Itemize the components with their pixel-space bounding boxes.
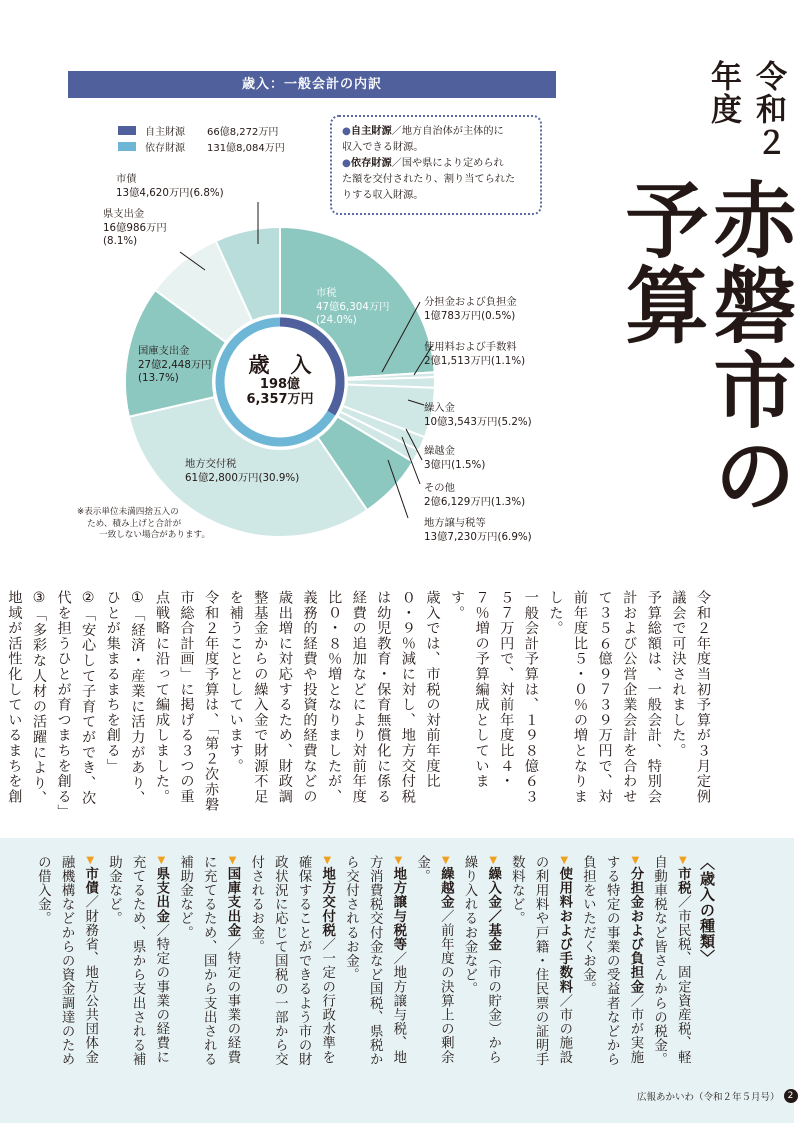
triangle-icon: ▼ — [440, 855, 452, 867]
slice-label-kokko: 国庫支出金 27億2,448万円 (13.7%) — [138, 345, 212, 384]
triangle-icon: ▼ — [321, 855, 333, 867]
slice-label-buntankin: 分担金および負担金 1億783万円(0.5%) — [424, 296, 517, 322]
body-article — [6, 590, 715, 820]
legend-value: 66億8,272万円 — [207, 127, 279, 138]
slice-label-kurikoshikin: 繰越金 3億円(1.5%) — [424, 445, 486, 471]
bullet-icon: ● — [342, 126, 351, 137]
page-number: 2 — [784, 1089, 798, 1103]
rounding-note: ※表示単位未満四捨五入の ため、積み上げと合計が 一致しない場合があります。 — [77, 507, 211, 540]
slice-label-shiyoryo: 使用料および手数料 2億1,513万円(1.1%) — [424, 341, 526, 367]
slice-label-kurirekin: 繰入金 10億3,543万円(5.2%) — [424, 402, 532, 428]
definition-text: ／地方自治体が主体的に — [391, 126, 504, 137]
body-paragraph: 一般会計予算は、１９８億６３５７万円で、対前年度比４・７％増の予算編成としています。 — [449, 590, 539, 805]
type-item: ▼県支出金／特定の事業の経費に充てるため、県から支出される補助金など。 — [106, 855, 169, 1067]
triangle-icon: ▼ — [392, 855, 404, 867]
center-amount: 6,357万円 — [246, 392, 314, 407]
type-item: ▼地方交付税／一定の行政水準を確保することができるよう市の財政状況に応じて国税の一部から交付されるお金。 — [248, 855, 335, 1067]
triangle-icon: ▼ — [677, 855, 689, 867]
type-item: ▼市税／市民税、固定資産税、軽自動車税など皆さんからの税金。 — [651, 855, 691, 1067]
type-item: ▼国庫支出金／特定の事業の経費に充てるため、国から支出される補助金など。 — [177, 855, 240, 1067]
types-heading: 〈歳入の種類〉 — [698, 855, 716, 965]
legend-name: 自主財源 — [145, 127, 185, 138]
slice-label-joyozei: 地方譲与税等 13億7,230万円(6.9%) — [424, 517, 532, 543]
type-item: ▼繰越金／前年度の決算上の剰余金。 — [414, 855, 454, 1065]
body-paragraph: ③「多彩な人材の活躍により、地域が活性化しているまちを創 — [6, 590, 47, 806]
legend-name: 依存財源 — [145, 143, 185, 154]
title-main: 赤磐市の予算 — [611, 177, 796, 518]
triangle-icon: ▼ — [84, 855, 96, 867]
slice-label-ken: 県支出金 16億986万円 (8.1%) — [103, 208, 167, 247]
title-year: 令和２年度 — [705, 60, 786, 159]
center-total — [240, 352, 320, 408]
definition-text: ／国や県により定められ — [391, 158, 504, 169]
triangle-icon: ▼ — [226, 855, 238, 867]
triangle-icon: ▼ — [155, 855, 167, 867]
revenue-types-list — [35, 855, 718, 1073]
body-paragraph: 歳入では、市税の対前年度比０・９％減に対し、地方交付税は幼児教育・保育無償化に係る経費の追加などにより対前年度比０・８％増となりましたが、義務的経費や投資的経費などの歳出増に対応するため、財政調整基金からの繰入金で財源不足を補うこととしています。 — [227, 590, 441, 805]
body-paragraph: ②「安心して子育てができ、次代を担うひとが育つまちを創る」 — [55, 590, 97, 820]
body-paragraph: 令和２年度予算は、「第２次赤磐市総合計画」に掲げる３つの重点戦略に沿って編成しました。 — [153, 590, 220, 813]
definition-term: 自主財源 — [350, 126, 392, 137]
legend-swatch — [118, 126, 136, 135]
legend-value: 131億8,084万円 — [207, 143, 285, 154]
body-paragraph: ①「経済・産業に活力があり、ひとが集まるまちを創る」 — [104, 590, 146, 806]
legend-own-revenue — [118, 123, 278, 138]
type-item: ▼分担金および負担金／市が実施する特定の事業の受益者などから負担をいただくお金。 — [580, 855, 643, 1067]
body-paragraph: 予算総額は、一般会計、特別会計および公営企業会計を合わせて３５６億９７３９万円で、対前年度比５・０％の増となりました。 — [547, 590, 662, 805]
triangle-icon: ▼ — [487, 855, 499, 867]
slice-label-kofuzei: 地方交付税 61億2,800万円(30.9%) — [185, 458, 300, 484]
type-item: ▼地方譲与税等／地方譲与税、地方消費税交付金など国税、県税から交付されるお金。 — [343, 855, 406, 1067]
legend-swatch — [118, 142, 136, 151]
definition-box — [330, 115, 542, 215]
definition-text: りする収入財源。 — [342, 190, 424, 201]
bullet-icon: ● — [342, 158, 351, 169]
center-amount: 198億 — [259, 377, 301, 392]
slice-label-sonota: その他 2億6,129万円(1.3%) — [424, 482, 526, 508]
slice-label-shisai: 市債 13億4,620万円(6.8%) — [116, 173, 224, 199]
definition-text: 収入できる財源。 — [342, 142, 424, 153]
center-label: 歳 入 — [248, 353, 312, 377]
legend-dependent-revenue — [118, 139, 285, 154]
page-title — [611, 60, 796, 540]
type-item: ▼使用料および手数料／市の施設の利用料や戸籍・住民票の証明手数料など。 — [509, 855, 572, 1067]
page-footer — [637, 1089, 798, 1103]
body-paragraph: 令和２年度当初予算が３月定例議会で可決されました。 — [670, 590, 711, 805]
triangle-icon: ▼ — [629, 855, 641, 867]
chart-header: 歳入：一般会計の内訳 — [68, 71, 556, 98]
type-item: ▼繰入金／基金（市の貯金）から繰り入れるお金など。 — [461, 855, 501, 1065]
slice-label-shizei: 市税 47億6,304万円 (24.0%) — [316, 287, 390, 326]
definition-term: 依存財源 — [350, 158, 392, 169]
definition-text: た額を交付されたり、割り当てられた — [342, 174, 516, 185]
publication-name: 広報あかいわ（令和２年５月号） — [637, 1092, 780, 1103]
type-item: ▼市債／財務省、地方公共団体金融機構などからの資金調達のための借入金。 — [35, 855, 98, 1067]
triangle-icon: ▼ — [558, 855, 570, 867]
